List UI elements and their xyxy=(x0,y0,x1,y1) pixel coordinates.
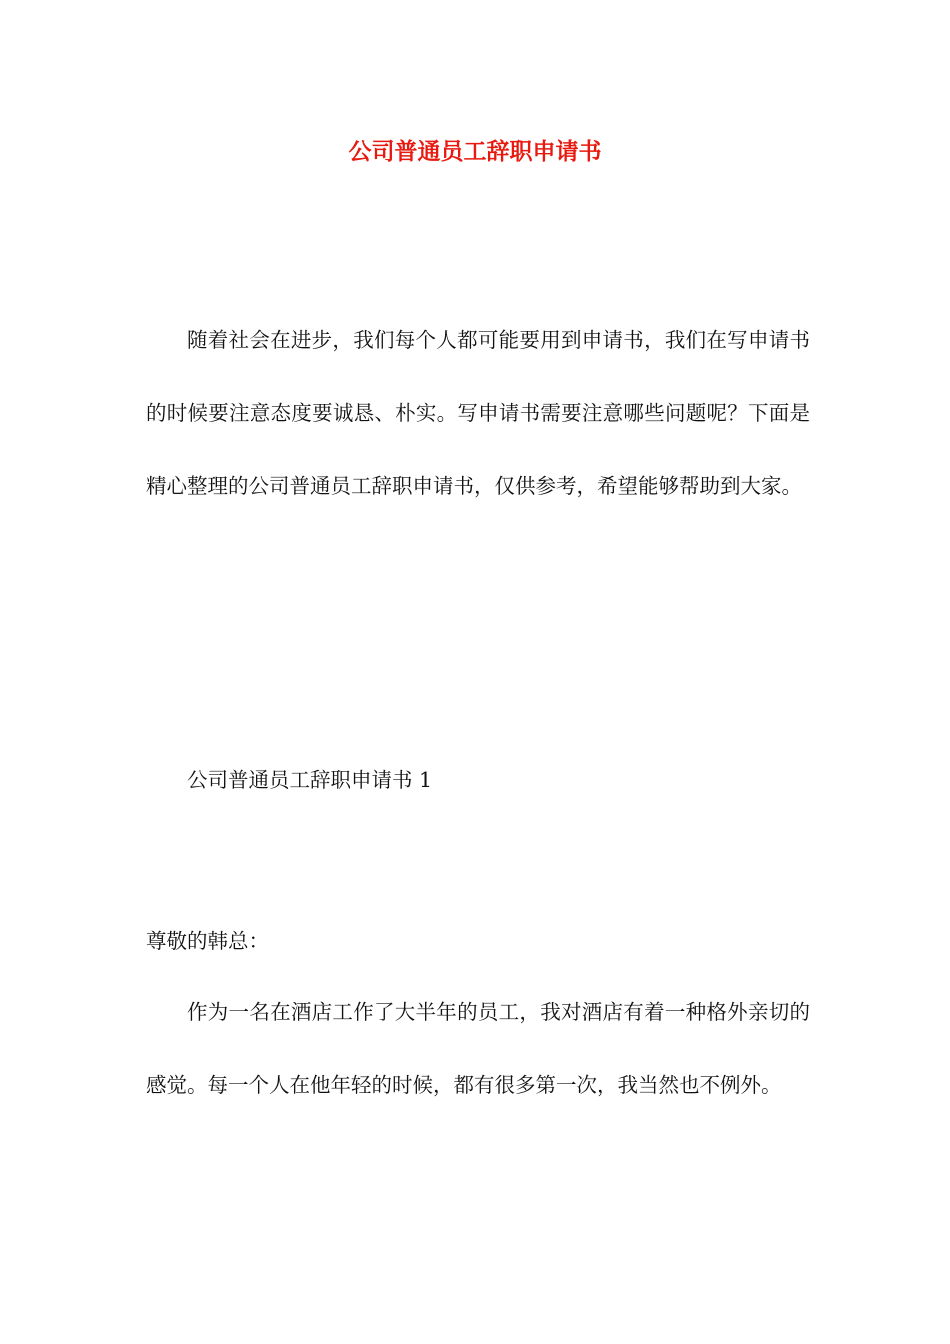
section-heading: 公司普通员工辞职申请书 1 xyxy=(187,768,433,792)
document-title: 公司普通员工辞职申请书 xyxy=(348,139,602,165)
salutation: 尊敬的韩总： xyxy=(146,929,269,953)
intro-paragraph: 随着社会在进步，我们每个人都可能要用到申请书，我们在写申请书的时候要注意态度要诚恳、朴实。写申请书需要注意哪些问题呢？下面是精心整理的公司普通员工辞职申请书，仅供参考，希望能够帮助到大家。 xyxy=(146,328,810,498)
body-paragraph: 作为一名在酒店工作了大半年的员工，我对酒店有着一种格外亲切的感觉。每一个人在他年轻的时候，都有很多第一次，我当然也不例外。 xyxy=(146,1000,810,1097)
